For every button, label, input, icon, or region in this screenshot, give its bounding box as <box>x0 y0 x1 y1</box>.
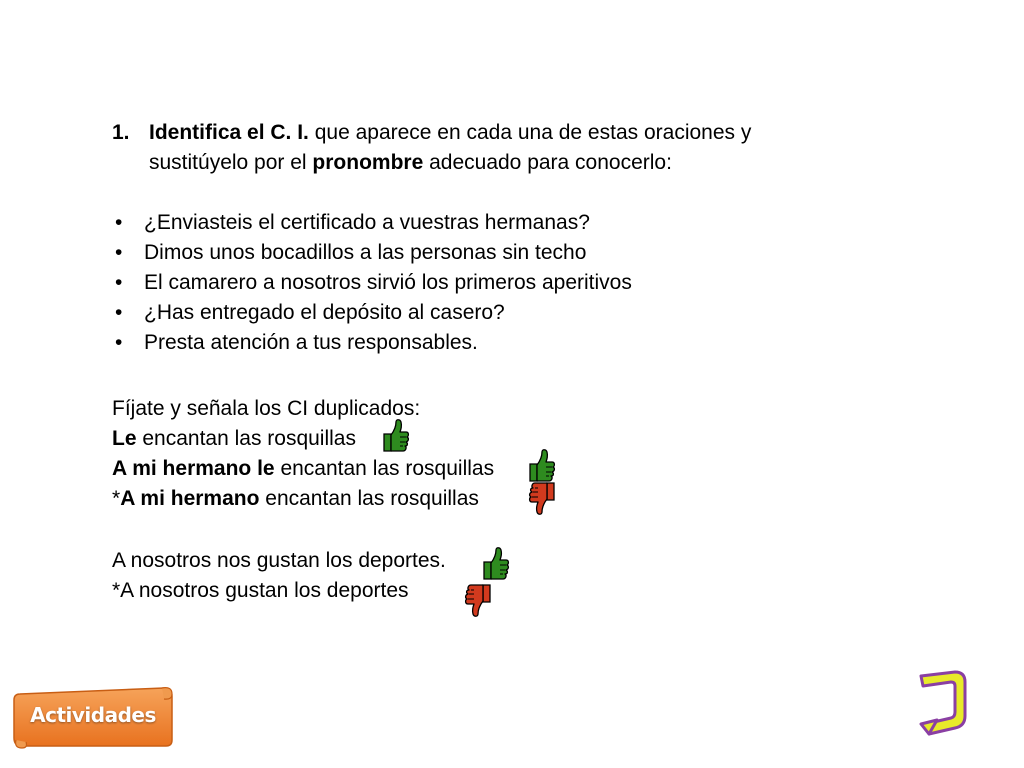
example-2-bold: A mi hermano le <box>112 457 275 480</box>
list-item-text: ¿Has entregado el depósito al casero? <box>144 301 505 324</box>
next-arrow-button[interactable] <box>915 668 971 742</box>
activities-button[interactable] <box>12 684 174 750</box>
activities-label: Actividades <box>30 703 156 727</box>
example-line-1 <box>112 424 712 454</box>
example-line-2 <box>112 454 712 484</box>
example-line-4: A nosotros nos gustan los deportes. <box>112 549 446 572</box>
example-3-prefix: * <box>112 487 121 510</box>
example-line-3 <box>112 484 712 514</box>
list-item-text: ¿Enviasteis el certificado a vuestras hermanas? <box>144 211 590 234</box>
example-2-rest: encantan las rosquillas <box>274 457 495 480</box>
task-line-1-rest: que aparece en cada una de estas oraciones y <box>308 121 752 144</box>
bullet-marker: • <box>115 241 123 264</box>
list-item-text: El camarero a nosotros sirvió los primeros aperitivos <box>144 271 632 294</box>
example-3-rest: encantan las rosquillas <box>259 487 479 510</box>
next-arrow-icon <box>915 668 971 742</box>
examples-block-2 <box>112 546 712 606</box>
task-line-2-bold: pronombre <box>312 151 424 174</box>
list-item-text: Dimos unos bocadillos a las personas sin techo <box>144 241 587 264</box>
bullet-marker: • <box>115 331 123 354</box>
bullet-marker: • <box>115 271 123 294</box>
example-1-rest: encantan las rosquillas <box>136 427 356 450</box>
task-line-2 <box>149 148 832 178</box>
task-number: 1. <box>112 121 130 144</box>
task-line-1-bold: Identifica el C. I. <box>149 121 309 144</box>
list-item <box>112 208 812 238</box>
list-item <box>112 238 812 268</box>
thumbs-down-icon <box>528 480 558 516</box>
thumbs-up-icon <box>480 546 510 582</box>
example-3-bold: A mi hermano <box>120 487 260 510</box>
task-instruction <box>112 118 832 178</box>
thumbs-down-icon <box>464 582 494 618</box>
thumbs-up-icon <box>380 418 410 454</box>
bullet-marker: • <box>115 211 123 234</box>
thumbs-up-icon <box>526 448 556 484</box>
list-item <box>112 268 812 298</box>
sentence-list <box>112 208 812 358</box>
example-line-5: *A nosotros gustan los deportes <box>112 579 409 602</box>
list-item <box>112 328 812 358</box>
examples-intro: Fíjate y señala los CI duplicados: <box>112 397 421 420</box>
task-line-2-end: adecuado para conocerlo: <box>423 151 672 174</box>
list-item <box>112 298 812 328</box>
task-line-2-start: sustitúyelo por el <box>149 151 313 174</box>
example-1-bold: Le <box>112 427 137 450</box>
bullet-marker: • <box>115 301 123 324</box>
examples-block-1 <box>112 394 712 514</box>
list-item-text: Presta atención a tus responsables. <box>144 331 478 354</box>
task-line-1 <box>149 118 832 148</box>
